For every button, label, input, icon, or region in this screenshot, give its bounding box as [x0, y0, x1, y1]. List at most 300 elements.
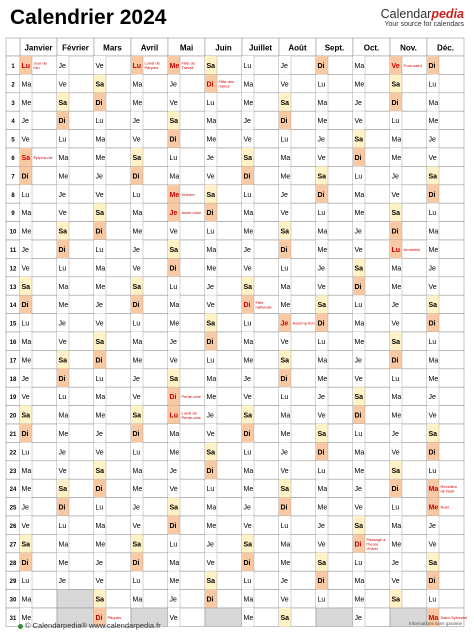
footer-note: Informations sans garantie — [408, 621, 462, 626]
weekday-label: Je — [243, 504, 251, 512]
weekday-label: Di — [391, 99, 399, 107]
weekday-label: Je — [280, 578, 288, 586]
holiday-label: Fête des — [218, 79, 235, 85]
weekday-label: Di — [280, 375, 288, 383]
weekday-label: Je — [243, 118, 251, 126]
weekday-label: Sa — [21, 283, 31, 291]
weekday-label: Ve — [428, 283, 437, 291]
weekday-label: Di — [95, 228, 103, 236]
weekday-label: Ma — [428, 99, 439, 107]
weekday-label: Ve — [391, 63, 400, 70]
weekday-label: Sa — [95, 339, 105, 346]
row-day-number: 20 — [9, 413, 17, 420]
weekday-label: Je — [317, 136, 325, 144]
weekday-label: Sa — [132, 541, 142, 549]
weekday-label: Ma — [280, 541, 291, 549]
holiday-label: de Noël — [440, 488, 455, 494]
weekday-label: Di — [169, 265, 177, 273]
weekday-label: Je — [95, 431, 103, 438]
weekday-label: Je — [132, 375, 140, 383]
row-day-number: 12 — [9, 266, 17, 273]
weekday-label: Sa — [354, 136, 364, 144]
weekday-label: Sa — [391, 339, 401, 346]
month-header-10: Oct. — [363, 43, 380, 53]
weekday-label: Me — [354, 596, 365, 604]
weekday-label: Di — [243, 173, 251, 181]
month-header-5: Mai — [179, 43, 194, 53]
weekday-label: Di — [243, 431, 251, 438]
weekday-label: Ma — [243, 467, 254, 475]
holiday-label: Ascen-sion — [181, 210, 202, 216]
weekday-label: Sa — [95, 210, 105, 218]
weekday-label: Me — [58, 302, 69, 310]
holiday-label: Pâques — [107, 614, 122, 620]
weekday-label: Ma — [169, 431, 180, 438]
weekday-label: Sa — [391, 81, 401, 89]
weekday-label: Sa — [428, 302, 438, 310]
weekday-label: Je — [391, 559, 399, 567]
weekday-label: Lu — [391, 504, 400, 512]
holiday-label: Travail — [181, 65, 194, 71]
row-day-number: 27 — [9, 542, 17, 549]
weekday-label: Lu — [21, 449, 30, 457]
weekday-label: Me — [428, 118, 439, 126]
weekday-label: Lu — [132, 191, 141, 199]
weekday-label: Lu — [95, 247, 104, 254]
weekday-label: Me — [58, 431, 69, 438]
weekday-label: Me — [169, 191, 180, 199]
weekday-label: Ve — [317, 541, 326, 549]
weekday-label: Ma — [428, 357, 439, 365]
weekday-label: Lu — [169, 541, 178, 549]
row-day-number: 29 — [9, 579, 17, 586]
weekday-label: Di — [95, 615, 103, 622]
weekday-label: Lu — [169, 283, 178, 291]
weekday-label: Ma — [354, 191, 365, 199]
weekday-label: Me — [169, 449, 180, 457]
weekday-label: Di — [243, 559, 251, 567]
weekday-label: Ma — [58, 155, 69, 162]
weekday-label: Di — [132, 559, 140, 567]
weekday-label: Je — [206, 155, 214, 162]
weekday-label: Me — [95, 155, 106, 162]
row-day-number: 1 — [11, 64, 15, 70]
weekday-label: Ve — [58, 339, 67, 346]
weekday-label: Sa — [428, 173, 438, 181]
weekday-label: Ve — [428, 541, 437, 549]
weekday-label: Me — [95, 541, 106, 549]
weekday-label: Di — [132, 173, 140, 181]
weekday-label: Ve — [280, 81, 289, 89]
weekday-label: Ve — [169, 615, 178, 622]
weekday-label: Ve — [206, 431, 215, 438]
weekday-label: Sa — [428, 431, 438, 438]
weekday-label: Ma — [58, 283, 69, 291]
row-day-number: 25 — [9, 505, 17, 512]
weekday-label: Lu — [95, 118, 104, 126]
weekday-label: Lu — [317, 81, 326, 89]
weekday-label: Lu — [317, 339, 326, 346]
weekday-label: Sa — [169, 375, 179, 383]
weekday-label: Je — [428, 523, 436, 530]
weekday-label: Sa — [132, 155, 142, 162]
holiday-label: Épipha-nie — [33, 154, 53, 160]
weekday-label: Je — [169, 596, 177, 604]
holiday-label: l'an — [33, 65, 40, 71]
weekday-label: Sa — [391, 467, 401, 475]
weekday-label: Je — [58, 191, 66, 199]
weekday-label: Lu — [58, 265, 67, 273]
weekday-label: Ma — [21, 339, 32, 346]
weekday-label: Je — [317, 394, 325, 402]
weekday-label: Ve — [21, 265, 30, 273]
weekday-label: Sa — [58, 357, 68, 365]
weekday-label: Ma — [21, 596, 32, 604]
weekday-label: Di — [317, 63, 325, 70]
weekday-label: Je — [243, 247, 251, 254]
weekday-label: Me — [206, 394, 217, 402]
weekday-label: Me — [169, 320, 180, 328]
weekday-label: Me — [391, 283, 402, 291]
weekday-label: Sa — [169, 118, 179, 126]
weekday-label: Me — [354, 210, 365, 218]
weekday-label: Me — [169, 63, 180, 70]
weekday-label: Di — [391, 357, 399, 365]
weekday-label: Me — [95, 283, 106, 291]
row-day-number: 4 — [11, 119, 15, 126]
holiday-label: Armistice — [403, 246, 420, 252]
weekday-label: Di — [169, 523, 177, 530]
weekday-label: Lu — [354, 173, 363, 181]
weekday-label: Me — [317, 247, 328, 254]
weekday-label: Ma — [243, 596, 254, 604]
weekday-label: Me — [21, 357, 32, 365]
month-header-9: Sept. — [324, 43, 345, 53]
weekday-label: Sa — [95, 596, 105, 604]
weekday-label: Ve — [354, 247, 363, 254]
holiday-label: Lundi de — [144, 60, 160, 66]
weekday-label: Me — [132, 228, 143, 236]
weekday-label: Ma — [206, 504, 217, 512]
weekday-label: Je — [95, 173, 103, 181]
weekday-label: Di — [206, 81, 214, 89]
weekday-label: Me — [428, 247, 439, 254]
weekday-label: Ve — [58, 81, 67, 89]
weekday-label: Di — [95, 486, 103, 494]
weekday-label: Ma — [243, 81, 254, 89]
weekday-label: Ve — [95, 191, 104, 199]
row-day-number: 17 — [9, 358, 17, 365]
holiday-label: Lundi de — [181, 410, 197, 416]
weekday-label: Lu — [132, 578, 141, 586]
weekday-label: Di — [354, 283, 362, 291]
holiday-label: Noël — [440, 504, 449, 510]
month-header-12: Déc. — [437, 43, 454, 53]
weekday-label: Lu — [21, 191, 30, 199]
weekday-label: Ma — [354, 63, 365, 70]
weekday-label: Ve — [169, 228, 178, 236]
weekday-label: Sa — [280, 486, 290, 494]
weekday-label: Lu — [132, 320, 141, 328]
weekday-label: Me — [169, 578, 180, 586]
weekday-label: Lu — [58, 394, 67, 402]
weekday-label: Ve — [95, 63, 104, 70]
weekday-label: Ve — [206, 302, 215, 310]
row-day-number: 23 — [9, 468, 17, 475]
weekday-label: Ma — [317, 486, 328, 494]
weekday-label: Me — [354, 339, 365, 346]
weekday-label: Lu — [354, 431, 363, 438]
weekday-label: Di — [428, 63, 436, 70]
weekday-label: Ma — [243, 210, 254, 218]
weekday-label: Lu — [243, 63, 252, 70]
weekday-label: Me — [132, 99, 143, 107]
holiday-label: Passage à — [366, 536, 386, 542]
footer-copyright — [18, 621, 161, 630]
month-header-7: Juillet — [248, 43, 273, 53]
weekday-label: Je — [95, 302, 103, 310]
weekday-label: Ve — [391, 449, 400, 457]
weekday-label: Je — [280, 449, 288, 457]
weekday-label: Di — [391, 228, 399, 236]
weekday-label: Lu — [391, 375, 400, 383]
row-day-number: 18 — [9, 376, 17, 383]
weekday-label: Ve — [21, 394, 30, 402]
weekday-label: Lu — [280, 136, 289, 144]
weekday-label: Ma — [21, 210, 32, 218]
weekday-label: Je — [354, 99, 362, 107]
gutter-header — [6, 38, 20, 56]
weekday-label: Di — [243, 302, 251, 310]
weekday-label: Ve — [132, 523, 141, 530]
weekday-label: Di — [21, 431, 29, 438]
weekday-label: Di — [169, 394, 177, 402]
row-day-number: 21 — [9, 432, 17, 438]
weekday-label: Lu — [391, 118, 400, 126]
weekday-label: Ve — [206, 173, 215, 181]
weekday-label: Me — [428, 504, 439, 512]
row-day-number: 16 — [9, 340, 17, 346]
weekday-label: Ma — [243, 339, 254, 346]
weekday-label: Di — [95, 99, 103, 107]
weekday-label: Sa — [169, 247, 179, 254]
weekday-label: Ve — [280, 339, 289, 346]
weekday-label: Sa — [391, 210, 401, 218]
weekday-label: Ve — [317, 283, 326, 291]
weekday-label: Je — [95, 559, 103, 567]
holiday-label: mères — [218, 83, 230, 89]
weekday-label: Sa — [58, 486, 68, 494]
weekday-label: Di — [206, 210, 214, 218]
weekday-label: Sa — [132, 283, 142, 291]
holiday-label: Fête — [255, 299, 264, 305]
weekday-label: Lu — [21, 320, 30, 328]
weekday-label: Me — [206, 136, 217, 144]
weekday-label: Lu — [243, 578, 252, 586]
weekday-label: Me — [317, 504, 328, 512]
weekday-label: Ve — [243, 136, 252, 144]
weekday-label: Ma — [169, 173, 180, 181]
weekday-label: Lu — [21, 63, 31, 70]
weekday-label: Di — [391, 486, 399, 494]
row-day-number: 2 — [11, 82, 15, 89]
weekday-label: Di — [428, 191, 436, 199]
weekday-label: Ve — [317, 412, 326, 420]
weekday-label: Me — [206, 265, 217, 273]
empty-cell — [316, 608, 353, 626]
weekday-label: Ve — [21, 523, 30, 530]
weekday-label: Ve — [95, 578, 104, 586]
weekday-label: Lu — [428, 210, 437, 218]
weekday-label: Ve — [132, 265, 141, 273]
weekday-label: Me — [21, 228, 32, 236]
weekday-label: Ma — [132, 339, 143, 346]
weekday-label: Di — [317, 320, 325, 328]
month-header-3: Mars — [103, 43, 122, 53]
weekday-label: Lu — [132, 449, 141, 457]
weekday-label: Sa — [21, 541, 31, 549]
weekday-label: Ma — [391, 523, 402, 530]
weekday-label: Sa — [58, 228, 68, 236]
weekday-label: Di — [206, 467, 214, 475]
weekday-label: Sa — [21, 155, 31, 162]
weekday-label: Ma — [391, 394, 402, 402]
weekday-label: Sa — [206, 449, 216, 457]
weekday-label: Sa — [206, 191, 216, 199]
weekday-label: Lu — [95, 504, 104, 512]
weekday-label: Ve — [317, 155, 326, 162]
weekday-label: Je — [428, 394, 436, 402]
weekday-label: Di — [428, 449, 436, 457]
weekday-label: Je — [428, 136, 436, 144]
row-day-number: 7 — [11, 174, 15, 181]
weekday-label: Lu — [280, 523, 289, 530]
weekday-label: Di — [280, 504, 288, 512]
weekday-label: Ve — [391, 578, 400, 586]
weekday-label: Je — [354, 615, 362, 622]
row-day-number: 15 — [9, 321, 17, 328]
empty-cell — [57, 590, 94, 608]
weekday-label: Sa — [280, 357, 290, 365]
brand-tagline: Your source for calendars — [384, 21, 464, 28]
weekday-label: Ve — [428, 155, 437, 162]
weekday-label: Di — [58, 118, 66, 126]
weekday-label: Ve — [428, 412, 437, 420]
weekday-label: Ma — [280, 155, 291, 162]
weekday-label: Ma — [428, 486, 439, 494]
weekday-label: Lu — [206, 486, 215, 494]
holiday-label: Assomp-tion — [292, 320, 315, 326]
weekday-label: Sa — [391, 596, 401, 604]
weekday-label: Sa — [428, 559, 438, 567]
weekday-label: Sa — [132, 412, 142, 420]
weekday-label: Ma — [132, 210, 143, 218]
weekday-label: Ve — [354, 504, 363, 512]
weekday-label: Sa — [354, 394, 364, 402]
weekday-label: Je — [169, 339, 177, 346]
weekday-label: Ve — [132, 136, 141, 144]
weekday-label: Sa — [243, 541, 253, 549]
weekday-label: Di — [354, 412, 362, 420]
weekday-label: Me — [391, 541, 402, 549]
weekday-label: Ma — [169, 302, 180, 310]
weekday-label: Lu — [169, 412, 179, 420]
weekday-label: Ma — [95, 136, 106, 144]
row-day-number: 5 — [11, 137, 15, 144]
weekday-label: Lu — [280, 394, 289, 402]
weekday-label: Me — [206, 523, 217, 530]
row-day-number: 14 — [9, 303, 17, 310]
weekday-label: Je — [280, 320, 289, 328]
weekday-label: Me — [280, 173, 291, 181]
weekday-label: Ma — [95, 523, 106, 530]
holiday-label: Fête du — [181, 60, 196, 66]
weekday-label: Ma — [132, 467, 143, 475]
weekday-label: Me — [354, 467, 365, 475]
holiday-label: d'hiver — [366, 545, 379, 551]
weekday-label: Ma — [428, 228, 439, 236]
weekday-label: Ve — [169, 99, 178, 107]
brand-name-prefix: Calendar — [380, 7, 432, 21]
weekday-label: Sa — [317, 302, 327, 310]
weekday-label: Me — [58, 559, 69, 567]
weekday-label: Ma — [58, 541, 69, 549]
weekday-label: Ve — [280, 210, 289, 218]
weekday-label: Ve — [243, 394, 252, 402]
weekday-label: Lu — [243, 449, 252, 457]
weekday-label: Lu — [354, 559, 363, 567]
weekday-label: Ma — [132, 81, 143, 89]
weekday-label: Sa — [317, 173, 327, 181]
weekday-label: Di — [428, 578, 436, 586]
weekday-label: Je — [132, 118, 140, 126]
weekday-label: Lu — [206, 99, 215, 107]
weekday-label: Je — [206, 283, 214, 291]
weekday-label: Sa — [280, 228, 290, 236]
weekday-label: Sa — [354, 265, 364, 273]
weekday-label: Ve — [280, 467, 289, 475]
row-day-number: 9 — [11, 211, 15, 218]
page-title: Calendrier 2024 — [10, 6, 167, 29]
weekday-label: Me — [21, 486, 32, 494]
weekday-label: Lu — [428, 596, 437, 604]
weekday-label: Sa — [95, 81, 105, 89]
weekday-label: Me — [132, 486, 143, 494]
weekday-label: Di — [58, 375, 66, 383]
weekday-label: Sa — [317, 431, 327, 438]
row-day-number: 10 — [9, 229, 17, 236]
weekday-label: Ma — [95, 394, 106, 402]
row-day-number: 30 — [9, 597, 17, 604]
weekday-label: Di — [21, 559, 29, 567]
weekday-label: Ve — [21, 136, 30, 144]
weekday-label: Sa — [243, 155, 253, 162]
weekday-label: Lu — [58, 523, 67, 530]
weekday-label: Me — [243, 99, 254, 107]
weekday-label: Ve — [243, 523, 252, 530]
weekday-label: Ve — [206, 559, 215, 567]
weekday-label: Ma — [317, 357, 328, 365]
weekday-label: Me — [280, 302, 291, 310]
row-day-number: 8 — [11, 192, 15, 199]
row-day-number: 3 — [11, 100, 15, 107]
weekday-label: Me — [132, 357, 143, 365]
weekday-label: Lu — [206, 228, 215, 236]
footer-copyright-text: © Calendarpedia® www.calendarpedia.fr — [25, 621, 161, 630]
weekday-label: Je — [21, 504, 29, 512]
weekday-label: Je — [391, 302, 399, 310]
weekday-label: Je — [354, 228, 362, 236]
